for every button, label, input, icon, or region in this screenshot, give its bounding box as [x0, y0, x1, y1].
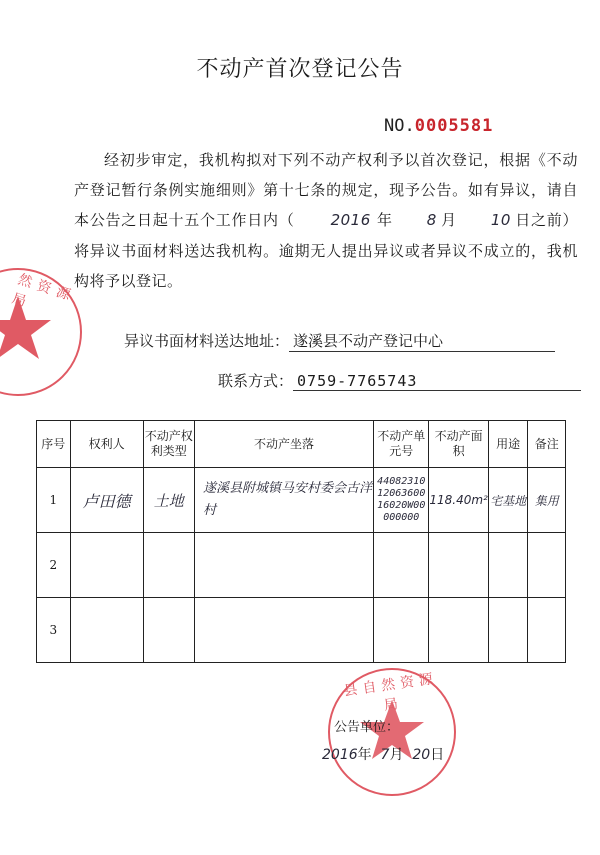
footer-day-suffix: 日 — [430, 747, 445, 763]
cell-right-type — [143, 533, 194, 598]
deadline-month: 8 — [426, 211, 437, 229]
footer-year: 2016 — [322, 747, 358, 763]
footer-month: 7 — [380, 747, 390, 763]
objection-address — [124, 330, 555, 352]
header-remarks: 备注 — [528, 421, 566, 468]
table-row — [37, 598, 566, 663]
header-right-type: 不动产权利类型 — [143, 421, 194, 468]
page-title: 不动产首次登记公告 — [196, 57, 404, 82]
deadline-month-suffix: 月 — [440, 211, 457, 229]
official-seal-left — [0, 268, 82, 396]
header-unit-no: 不动产单元号 — [374, 421, 429, 468]
cell-owner: 卢田德 — [70, 468, 143, 533]
cell-location — [194, 533, 373, 598]
cell-unit-no — [374, 533, 429, 598]
header-serial: 序号 — [37, 421, 71, 468]
notice-body-part1: 经初步审定，我机构拟对下列不动产权利予以首次登记，根据《不动产登记暂行条例实施细则》第十七条的规定，现予公告。如有异议，请自本公告之日起十五个工作日内（ — [74, 151, 578, 229]
cell-unit-no — [374, 598, 429, 663]
cell-right-type — [143, 598, 194, 663]
footer-year-suffix: 年 — [357, 747, 372, 763]
notice-number — [384, 116, 493, 136]
notice-body — [74, 145, 578, 296]
contact-phone: 0759-7765743 — [293, 372, 581, 391]
cell-unit-no: 440823101206360016020W00000000 — [374, 468, 429, 533]
deadline-year: 2016 — [330, 211, 371, 229]
cell-owner — [70, 598, 143, 663]
cell-area — [429, 598, 489, 663]
header-area: 不动产面 积 — [429, 421, 489, 468]
header-usage: 用途 — [488, 421, 528, 468]
deadline-day: 10 — [490, 211, 511, 229]
header-location: 不动产坐落 — [194, 421, 373, 468]
footer-date — [322, 744, 444, 764]
footer-unit-label: 公告单位： — [334, 720, 400, 735]
table-row — [37, 533, 566, 598]
notice-body-part2: 日之前）将异议书面材料送达我机构。逾期无人提出异议或者异议不成立的，我机构将予以登记。 — [74, 211, 578, 290]
seal-bottom-text: 县自然资源局 — [342, 670, 439, 715]
cell-area — [429, 533, 489, 598]
cell-usage — [488, 533, 528, 598]
header-owner: 权利人 — [70, 421, 143, 468]
cell-serial: 3 — [37, 598, 71, 663]
cell-location: 遂溪县附城镇马安村委会古洋村 — [194, 468, 373, 533]
cell-usage — [488, 598, 528, 663]
contact-label: 联系方式： — [218, 372, 294, 390]
cell-area: 118.40m² — [429, 468, 489, 533]
objection-address-value: 遂溪县不动产登记中心 — [289, 330, 555, 352]
table-row — [37, 468, 566, 533]
cell-owner — [70, 533, 143, 598]
footer-day: 20 — [412, 747, 431, 763]
registration-table — [36, 420, 566, 663]
footer-month-suffix: 月 — [389, 747, 404, 763]
notice-number-value: 0005581 — [414, 116, 494, 136]
seal-left-text: 然资源局 — [9, 271, 78, 313]
cell-right-type: 土地 — [143, 468, 194, 533]
cell-remarks — [528, 533, 566, 598]
cell-remarks: 集用 — [528, 468, 566, 533]
cell-serial: 2 — [37, 533, 71, 598]
table-header-row — [37, 421, 566, 468]
deadline-year-suffix: 年 — [376, 211, 393, 229]
cell-serial: 1 — [37, 468, 71, 533]
notice-number-label: NO. — [384, 116, 415, 136]
cell-usage: 宅基地 — [488, 468, 528, 533]
contact-info — [218, 370, 581, 391]
objection-address-label: 异议书面材料送达地址： — [124, 332, 290, 350]
cell-location — [194, 598, 373, 663]
cell-remarks — [528, 598, 566, 663]
